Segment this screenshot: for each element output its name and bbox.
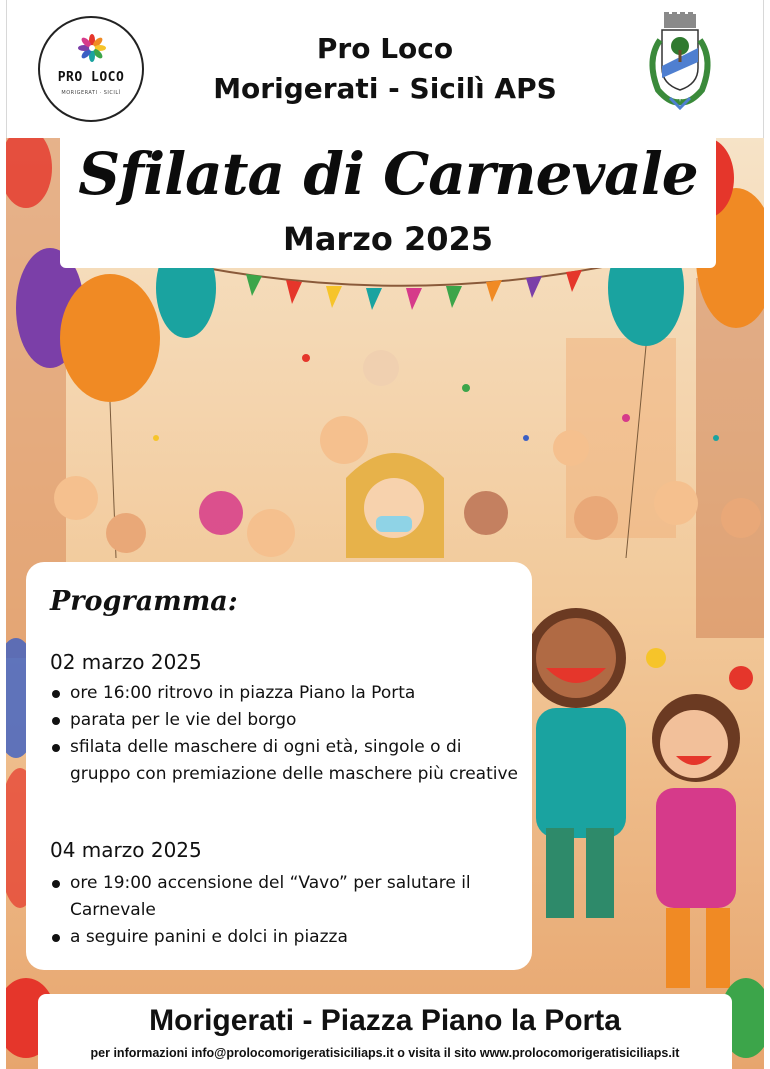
header-line-2: Morigerati - Sicilì APS — [213, 72, 557, 105]
program-date: 02 marzo 2025 — [50, 650, 202, 674]
list-item — [50, 870, 520, 924]
bullet-icon — [52, 880, 60, 888]
list-item — [50, 680, 520, 707]
bullet-icon — [52, 717, 60, 725]
event-title: Sfilata di Carnevale — [78, 140, 698, 208]
bullet-icon — [52, 934, 60, 942]
list-item-text: sfilata delle maschere di ogni età, singole o di gruppo con premiazione delle maschere più creative — [70, 737, 519, 784]
logo-subtitle: MORIGERATI · SICILÌ — [61, 90, 121, 96]
event-subtitle: Marzo 2025 — [282, 220, 494, 258]
program-list — [50, 680, 520, 788]
list-item-text: parata per le vie del borgo — [70, 710, 297, 730]
logo-name: PRO LOCO — [57, 70, 125, 85]
pro-loco-logo — [38, 16, 144, 122]
footer-contact-info: per informazioni info@prolocomorigeratisiciliaps.it o visita il sito www.prolocomorigeratisiciliaps.it — [90, 1046, 680, 1060]
bullet-icon — [52, 690, 60, 698]
program-date: 04 marzo 2025 — [50, 838, 202, 862]
footer-location: Morigerati - Piazza Piano la Porta — [149, 1004, 621, 1037]
program-list — [50, 870, 520, 951]
list-item-text: ore 16:00 ritrovo in piazza Piano la Porta — [70, 683, 416, 703]
program-heading: Programma: — [50, 586, 238, 617]
flower-icon — [78, 34, 106, 62]
header-line-1: Pro Loco — [316, 32, 454, 65]
list-item — [50, 707, 520, 734]
list-item-text: a seguire panini e dolci in piazza — [70, 927, 348, 947]
list-item — [50, 924, 520, 951]
list-item — [50, 734, 520, 788]
bullet-icon — [52, 744, 60, 752]
municipal-crest-icon — [636, 10, 724, 114]
list-item-text: ore 19:00 accensione del “Vavo” per salutare il Carnevale — [70, 873, 471, 920]
